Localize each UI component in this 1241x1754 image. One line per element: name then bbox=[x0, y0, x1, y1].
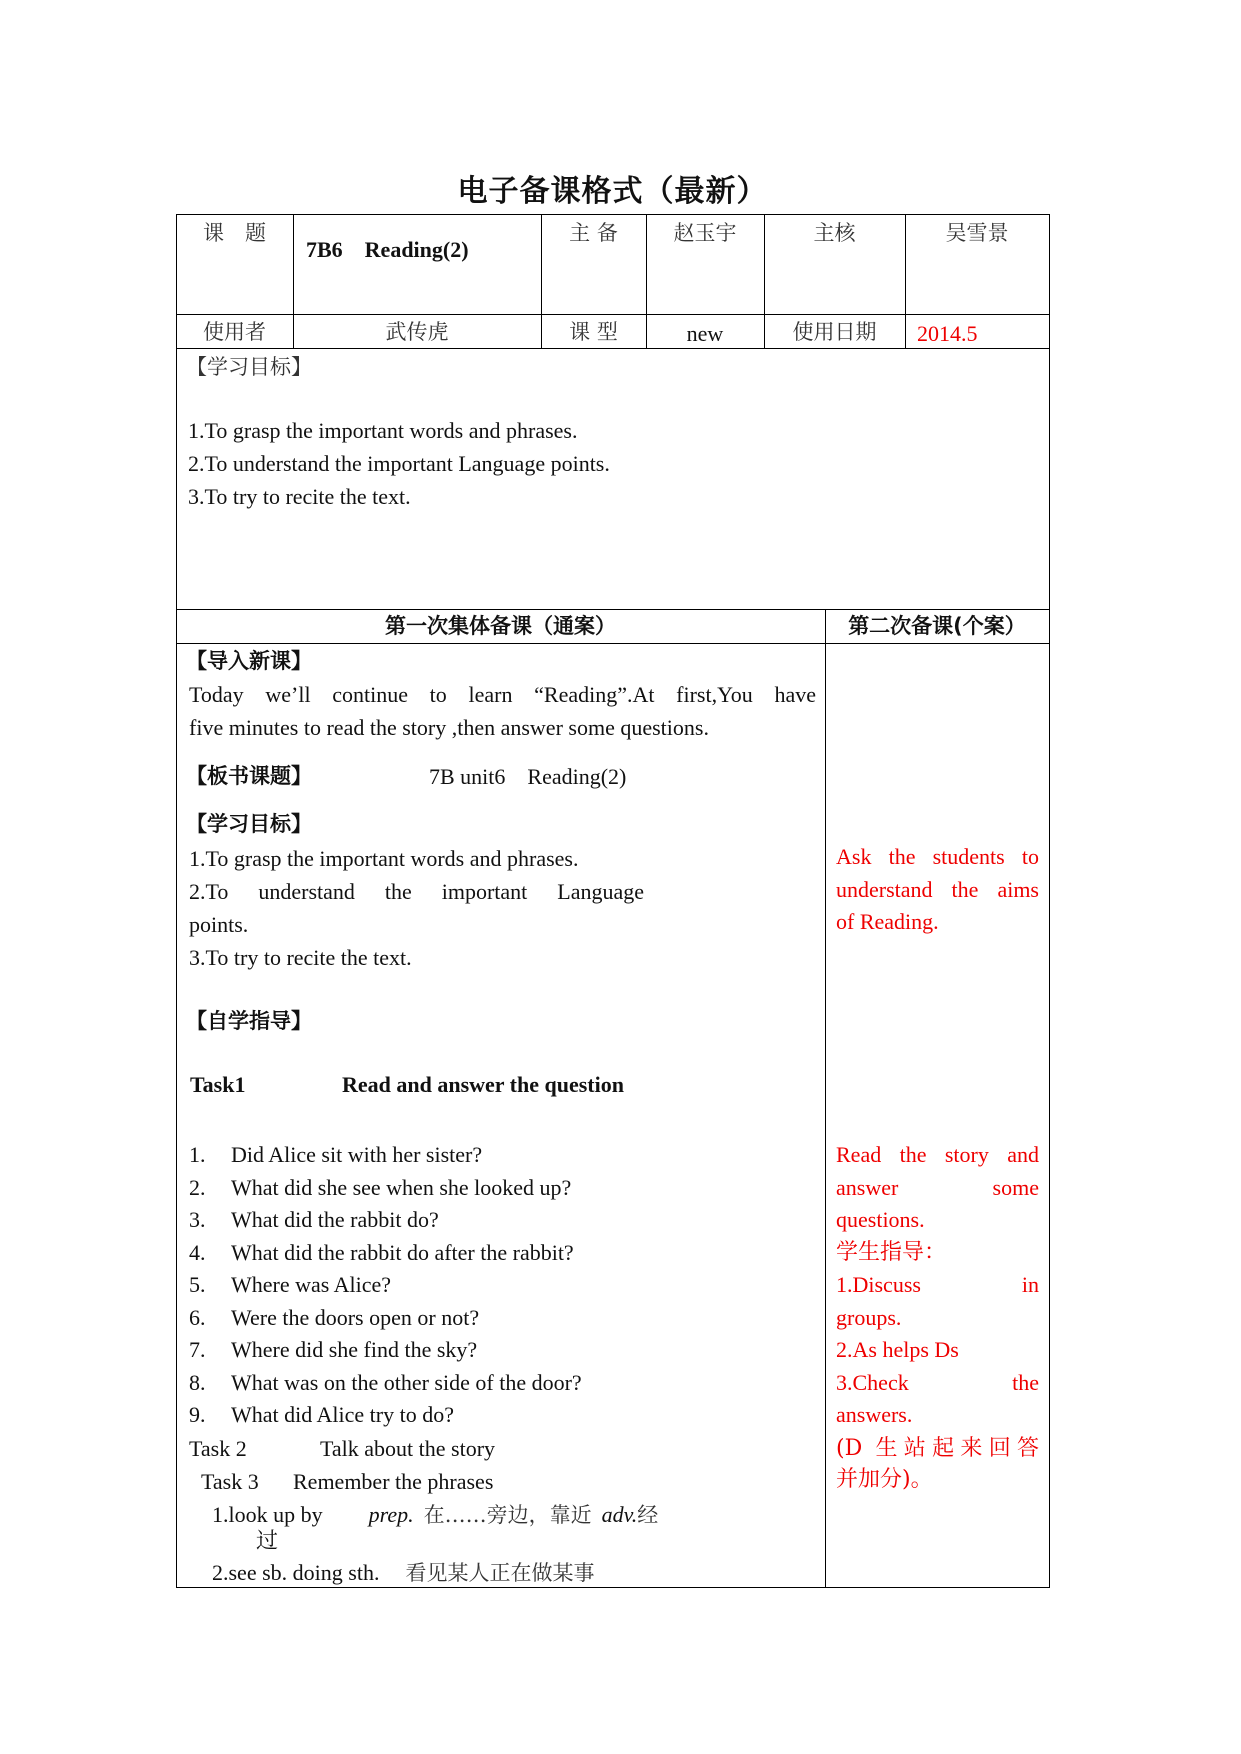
row-divider bbox=[176, 348, 1050, 349]
note-line: of Reading. bbox=[836, 909, 939, 934]
phrase-item bbox=[212, 1502, 658, 1528]
question-text: What did the rabbit do after the rabbit? bbox=[231, 1240, 574, 1265]
page-title: 电子备课格式（最新） bbox=[457, 174, 768, 209]
note-line: Read the story and bbox=[836, 1142, 1039, 1167]
topic-value: 7B6 Reading(2) bbox=[306, 237, 469, 262]
note-line: groups. bbox=[836, 1305, 902, 1330]
note-line: 2.As helps Ds bbox=[836, 1337, 959, 1362]
table-border-left bbox=[176, 214, 177, 1588]
task1-title: Read and answer the question bbox=[342, 1072, 624, 1097]
table-border-top bbox=[176, 214, 1050, 215]
note-line: 学生指导： bbox=[836, 1240, 947, 1265]
question-number: 2. bbox=[189, 1175, 206, 1200]
user-label: 使用者 bbox=[203, 320, 266, 344]
question-text: Where was Alice? bbox=[231, 1272, 392, 1297]
note-line: 1.Discuss in bbox=[836, 1272, 1039, 1297]
task3-label: Task 3 bbox=[201, 1469, 259, 1494]
note-line: 3.Check the bbox=[836, 1370, 1039, 1395]
question-text: What did Alice try to do? bbox=[231, 1402, 454, 1427]
phrase-chinese: 在……旁边，靠近 bbox=[423, 1503, 592, 1527]
phrase-chinese: 看见某人正在做某事 bbox=[405, 1561, 595, 1585]
row-divider bbox=[176, 314, 1050, 315]
preparer-label: 主 备 bbox=[569, 221, 618, 245]
row-divider bbox=[176, 643, 1050, 644]
phrase-english: 2.see sb. doing sth. bbox=[212, 1560, 380, 1585]
objective-item: points. bbox=[189, 912, 249, 937]
question-number: 5. bbox=[189, 1272, 206, 1297]
question-text: What was on the other side of the door? bbox=[231, 1370, 582, 1395]
intro-heading: 【导入新课】 bbox=[186, 649, 312, 673]
phrase-chinese-wrap: 过 bbox=[256, 1529, 279, 1554]
objective-item: 2.To understand the important Language points. bbox=[188, 451, 610, 476]
note-line: questions. bbox=[836, 1207, 925, 1232]
objectives-heading: 【学习目标】 bbox=[186, 812, 312, 836]
right-column-header: 第二次备课(个案） bbox=[848, 614, 1026, 638]
table-border-right bbox=[1049, 214, 1050, 1588]
question-text: Were the doors open or not? bbox=[231, 1305, 480, 1330]
note-line: Ask the students to bbox=[836, 844, 1039, 869]
objective-item: 2.To understand the important Language bbox=[189, 879, 644, 904]
note-line: (D 生站起来回答 bbox=[836, 1436, 1039, 1461]
lesson-type-label: 课 型 bbox=[569, 320, 618, 344]
objective-item: 1.To grasp the important words and phrases. bbox=[188, 418, 578, 443]
date-label: 使用日期 bbox=[792, 320, 877, 344]
intro-text-line: Today we’ll continue to learn “Reading”.At first,You have bbox=[189, 682, 816, 707]
question-text: Did Alice sit with her sister? bbox=[231, 1142, 483, 1167]
left-column-header: 第一次集体备课（通案） bbox=[385, 614, 616, 638]
lesson-type-value: new bbox=[686, 321, 724, 346]
board-heading: 【板书课题】 bbox=[186, 764, 312, 788]
question-number: 6. bbox=[189, 1305, 206, 1330]
question-text: Where did she find the sky? bbox=[231, 1337, 478, 1362]
row-divider bbox=[176, 609, 1050, 610]
task2-title: Talk about the story bbox=[320, 1436, 496, 1461]
part-of-speech: adv. bbox=[601, 1502, 638, 1527]
topic-label: 课 题 bbox=[203, 221, 266, 245]
task3-title: Remember the phrases bbox=[293, 1469, 494, 1494]
task2-label: Task 2 bbox=[189, 1436, 247, 1461]
user-value: 武传虎 bbox=[385, 320, 449, 344]
phrase-english: 1.look up by bbox=[212, 1502, 323, 1527]
board-value: 7B unit6 Reading(2) bbox=[429, 764, 627, 789]
objective-item: 3.To try to recite the text. bbox=[189, 945, 412, 970]
phrase-item bbox=[212, 1560, 594, 1586]
note-line: answer some bbox=[836, 1175, 1039, 1200]
question-number: 7. bbox=[189, 1337, 206, 1362]
objectives-heading: 【学习目标】 bbox=[186, 355, 312, 379]
question-text: What did she see when she looked up? bbox=[231, 1175, 572, 1200]
part-of-speech: prep. bbox=[368, 1502, 414, 1527]
preparer-value: 赵玉宇 bbox=[673, 221, 737, 245]
reviewer-value: 吴雪景 bbox=[945, 221, 1009, 245]
question-number: 1. bbox=[189, 1142, 206, 1167]
note-line: understand the aims bbox=[836, 877, 1039, 902]
date-value: 2014.5 bbox=[917, 321, 978, 346]
question-number: 4. bbox=[189, 1240, 206, 1265]
question-text: What did the rabbit do? bbox=[231, 1207, 439, 1232]
note-line: answers. bbox=[836, 1402, 913, 1427]
col-divider bbox=[825, 609, 826, 1588]
question-number: 9. bbox=[189, 1402, 206, 1427]
objective-item: 3.To try to recite the text. bbox=[188, 484, 411, 509]
table-border-bottom bbox=[176, 1587, 1050, 1588]
objective-item: 1.To grasp the important words and phrases. bbox=[189, 846, 579, 871]
task1-label: Task1 bbox=[190, 1072, 246, 1097]
note-line: 并加分)。 bbox=[836, 1467, 933, 1492]
self-study-heading: 【自学指导】 bbox=[186, 1009, 312, 1033]
intro-text-line: five minutes to read the story ,then answer some questions. bbox=[189, 715, 709, 740]
reviewer-label: 主核 bbox=[813, 221, 856, 245]
phrase-chinese: 经 bbox=[637, 1503, 659, 1527]
question-number: 8. bbox=[189, 1370, 206, 1395]
question-number: 3. bbox=[189, 1207, 206, 1232]
